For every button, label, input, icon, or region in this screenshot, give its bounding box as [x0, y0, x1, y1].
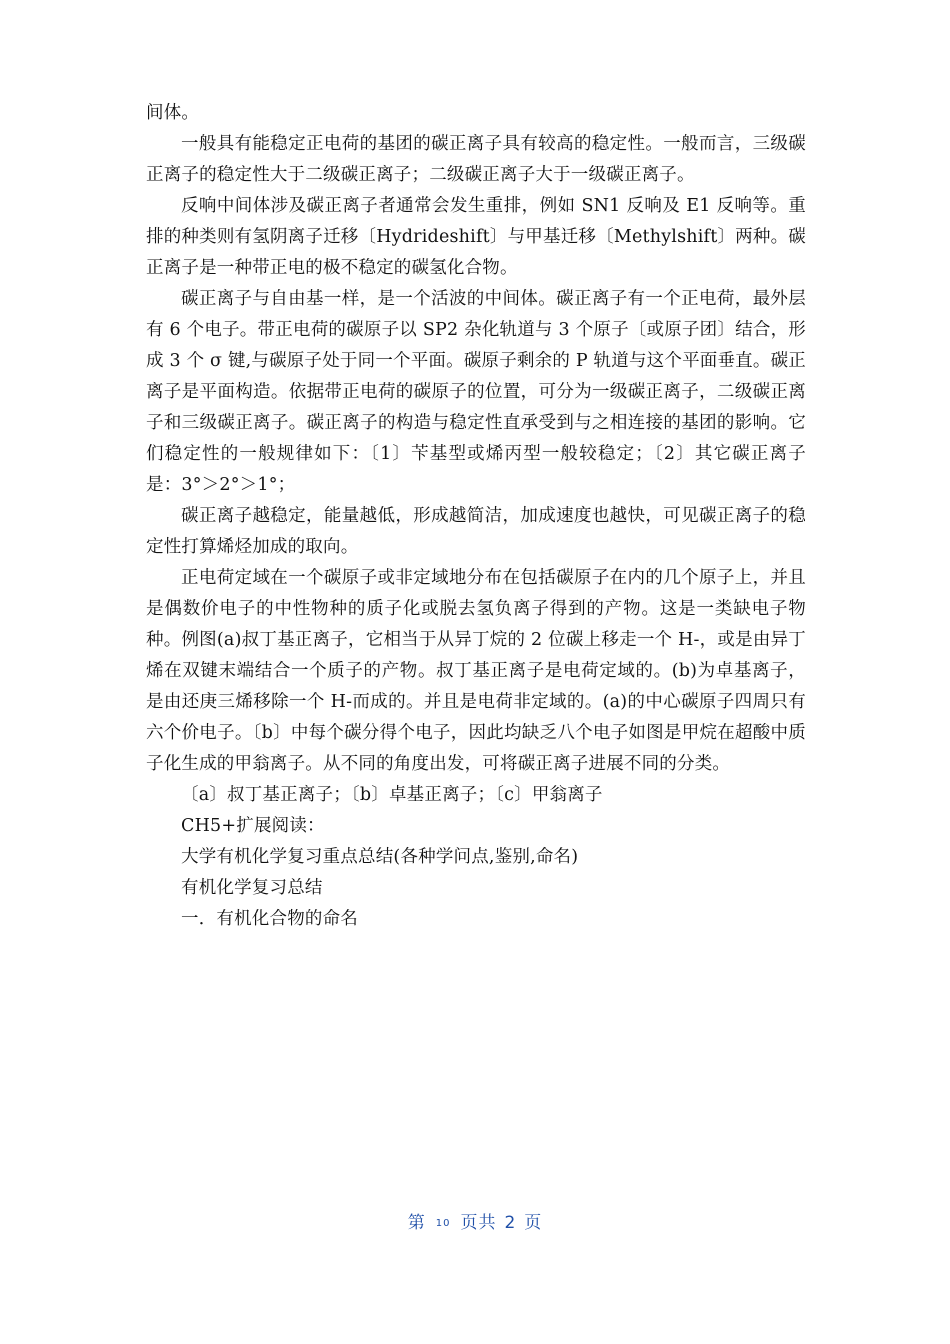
figure-caption: 〔a〕叔丁基正离子；〔b〕卓基正离子；〔c〕甲翁离子	[181, 785, 603, 805]
paragraph-4: 碳正离子与自由基一样，是一个活波的中间体。碳正离子有一个正电荷，最外层有 6 个电子。带正电荷的碳原子以 SP2 杂化轨道与 3 个原子〔或原子团〕结合，形成 3 个 σ 键,与碳原子处于同一个平面。碳原子剩余的 P 轨道与这个平面垂直。碳正离子是平面构造。依据带正电荷的碳原子的位置，可分为一级碳正离子，二级碳正离子和三级碳正离子。碳正离子的构造与稳定性直承受到与之相连接的基团的影响。它们稳定性的一般规律如下：〔1〕苄基型或烯丙型一般较稳定；〔2〕其它碳正离子是：3°＞2°＞1°；	[146, 289, 806, 495]
paragraph-5: 碳正离子越稳定，能量越低，形成越简洁，加成速度也越快，可见碳正离子的稳定性打算烯烃加成的取向。	[146, 506, 806, 557]
paragraph-2: 一般具有能稳定正电荷的基团的碳正离子具有较高的稳定性。一般而言，三级碳正离子的稳定性大于二级碳正离子；二级碳正离子大于一级碳正离子。	[146, 134, 806, 185]
paragraph-3: 反响中间体涉及碳正离子者通常会发生重排，例如 SN1 反响及 E1 反响等。重排的种类则有氢阴离子迁移〔Hydrideshift〕与甲基迁移〔Methylshift〕两种。碳正离子是一种带正电的极不稳定的碳氢化合物。	[146, 196, 806, 278]
footer-page-number: 10	[435, 1218, 451, 1229]
footer-total: 2	[504, 1213, 517, 1233]
paragraph-6: 正电荷定域在一个碳原子或非定域地分布在包括碳原子在内的几个原子上，并且是偶数价电子的中性物种的质子化或脱去氢负离子得到的产物。这是一类缺电子物种。例图(a)叔丁基正离子，它相当于从异丁烷的 2 位碳上移走一个 H-，或是由异丁烯在双键末端结合一个质子的产物。叔丁基正离子是电荷定域的。(b)为卓基离子，是由还庚三烯移除一个 H-而成的。并且是电荷非定域的。(a)的中心碳原子四周只有六个价电子。〔b〕中每个碳分得个电子，因此均缺乏八个电子如图是甲烷在超酸中质子化生成的甲翁离子。从不同的角度出发，可将碳正离子进展不同的分类。	[146, 568, 806, 774]
footer-middle: 页共	[460, 1213, 497, 1233]
section-heading-university: 大学有机化学复习重点总结(各种学问点,鉴别,命名)	[181, 847, 579, 867]
paragraph-1: 间体。	[146, 103, 200, 123]
extended-reading-label: CH5+扩展阅读：	[181, 816, 325, 836]
document-body	[146, 98, 806, 935]
section-heading-review: 有机化学复习总结	[181, 878, 323, 898]
footer-prefix: 第	[407, 1213, 426, 1233]
footer-suffix: 页	[524, 1213, 543, 1233]
page-footer	[0, 1208, 950, 1233]
section-heading-naming: 一．有机化合物的命名	[181, 909, 358, 929]
